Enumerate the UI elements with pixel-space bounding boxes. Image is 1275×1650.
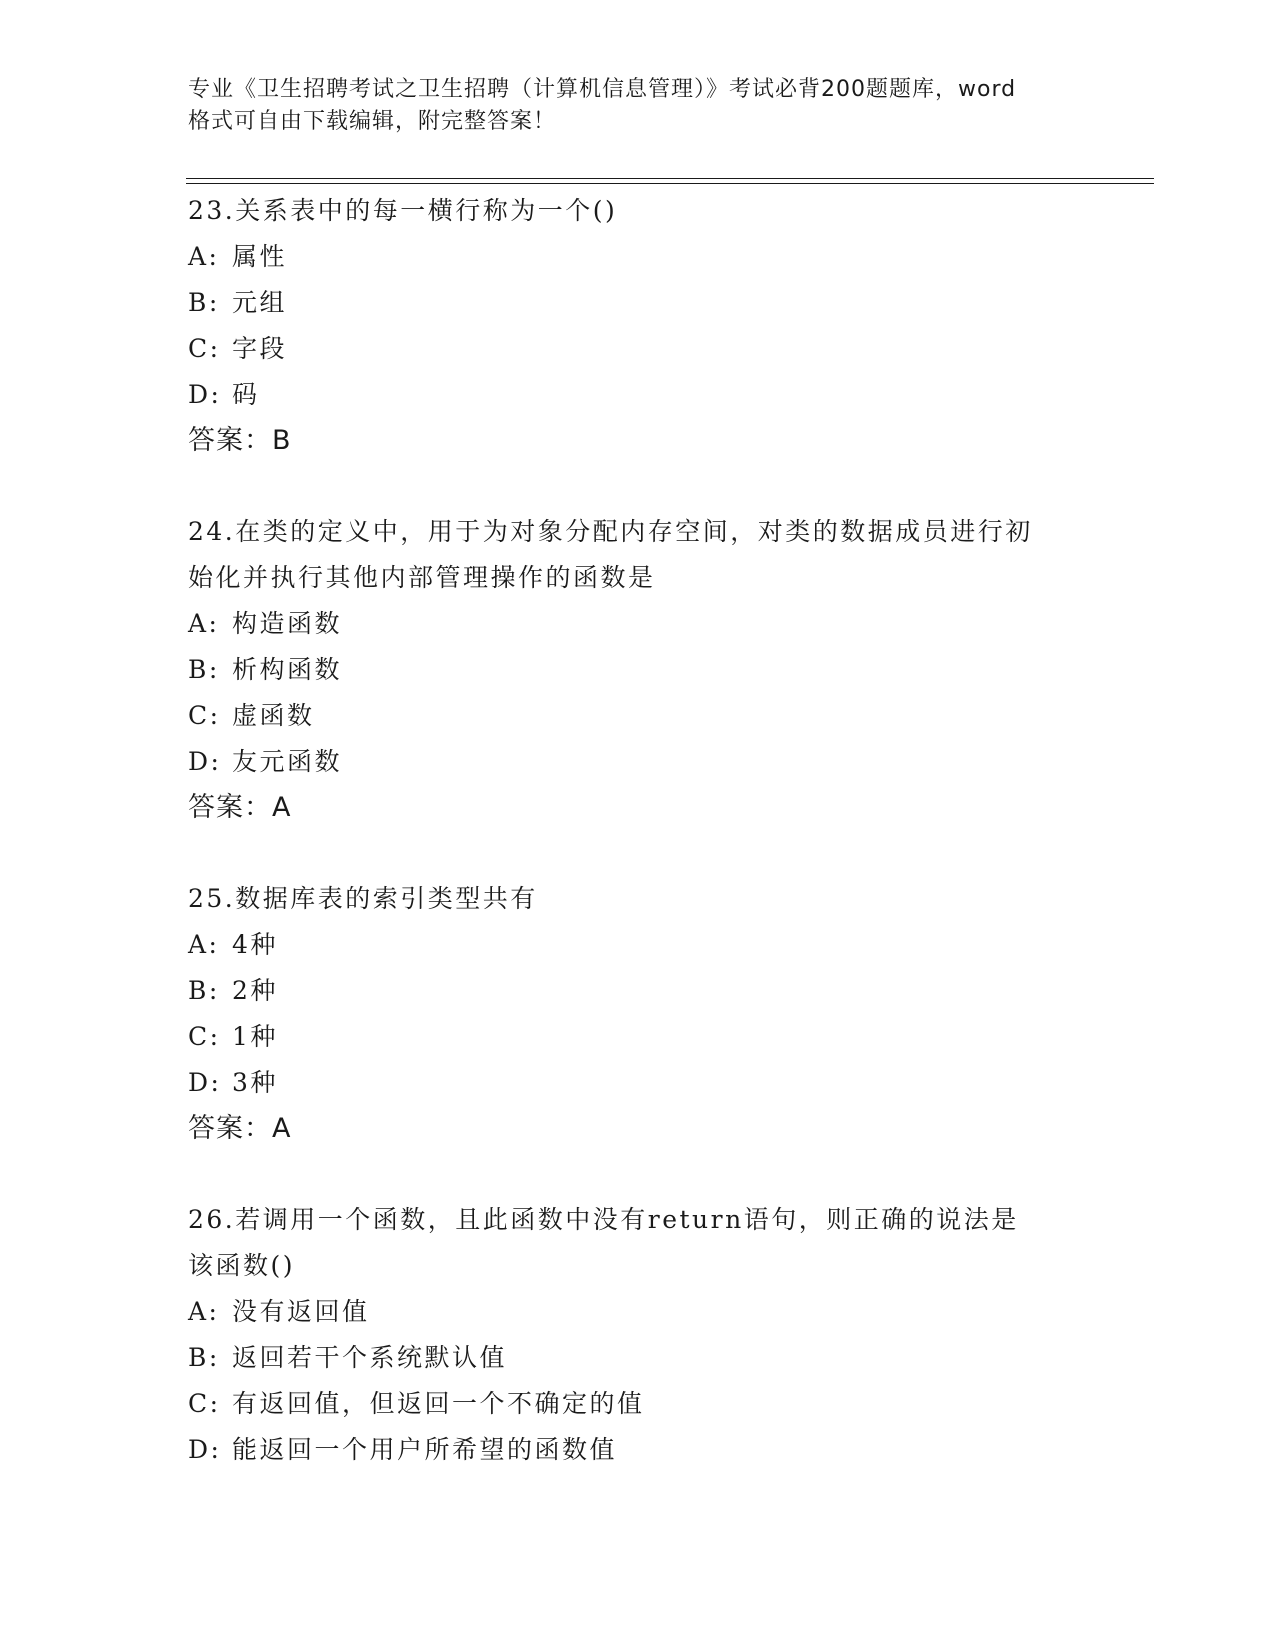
option-a <box>188 601 1088 647</box>
question-spacer <box>188 464 1088 509</box>
document-header <box>188 74 1088 138</box>
question-text-continued: 始化并执行其他内部管理操作的函数是 <box>188 563 656 592</box>
option-b <box>188 647 1088 693</box>
option-c <box>188 1381 1088 1427</box>
option-text: 没有返回值 <box>232 1297 370 1326</box>
option-c <box>188 326 1088 372</box>
option-letter: C: <box>188 1389 221 1418</box>
question-text-continued: 该函数() <box>188 1251 296 1280</box>
header-line-2: 格式可自由下载编辑，附完整答案！ <box>188 109 557 134</box>
option-b <box>188 280 1088 326</box>
option-text: 友元函数 <box>232 747 343 776</box>
answer-line: 答案：B <box>188 425 292 456</box>
question-text: 23.关系表中的每一横行称为一个() <box>188 196 618 225</box>
header-divider-bottom <box>186 183 1154 184</box>
option-letter: D: <box>188 1435 222 1464</box>
option-text: 2种 <box>232 976 278 1005</box>
option-text: 有返回值，但返回一个不确定的值 <box>232 1389 645 1418</box>
option-a <box>188 234 1088 280</box>
option-letter: C: <box>188 701 221 730</box>
option-d <box>188 372 1088 418</box>
option-letter: B: <box>188 655 220 684</box>
option-b <box>188 1335 1088 1381</box>
answer-line: 答案：A <box>188 792 292 823</box>
question-text: 25.数据库表的索引类型共有 <box>188 884 538 913</box>
option-letter: B: <box>188 976 220 1005</box>
question-spacer <box>188 831 1088 876</box>
option-text: 1种 <box>232 1022 278 1051</box>
option-text: 返回若干个系统默认值 <box>232 1343 508 1372</box>
option-text: 4种 <box>232 930 278 959</box>
option-letter: D: <box>188 747 222 776</box>
option-c <box>188 1014 1088 1060</box>
question-item <box>188 509 1088 831</box>
question-item <box>188 876 1088 1152</box>
header-divider-top <box>186 178 1154 179</box>
option-letter: C: <box>188 334 221 363</box>
option-letter: A: <box>188 930 220 959</box>
option-letter: D: <box>188 1068 222 1097</box>
option-text: 虚函数 <box>232 701 315 730</box>
option-text: 元组 <box>232 288 288 317</box>
option-text: 属性 <box>232 242 288 271</box>
question-text: 24.在类的定义中，用于为对象分配内存空间，对类的数据成员进行初 <box>188 517 1033 546</box>
option-c <box>188 693 1088 739</box>
header-line-1: 专业《卫生招聘考试之卫生招聘（计算机信息管理）》考试必背200题题库，word <box>188 77 1017 102</box>
option-text: 字段 <box>232 334 288 363</box>
option-d <box>188 1427 1088 1473</box>
option-text: 能返回一个用户所希望的函数值 <box>232 1435 618 1464</box>
option-a <box>188 922 1088 968</box>
option-d <box>188 1060 1088 1106</box>
option-letter: B: <box>188 1343 220 1372</box>
option-letter: A: <box>188 1297 220 1326</box>
option-letter: B: <box>188 288 220 317</box>
option-b <box>188 968 1088 1014</box>
option-letter: A: <box>188 242 220 271</box>
option-letter: A: <box>188 609 220 638</box>
option-letter: C: <box>188 1022 221 1051</box>
option-letter: D: <box>188 380 222 409</box>
option-text: 码 <box>232 380 260 409</box>
question-list <box>188 188 1088 1473</box>
option-text: 构造函数 <box>232 609 343 638</box>
option-text: 析构函数 <box>232 655 343 684</box>
answer-line: 答案：A <box>188 1113 292 1144</box>
option-a <box>188 1289 1088 1335</box>
option-d <box>188 739 1088 785</box>
question-item <box>188 188 1088 464</box>
question-spacer <box>188 1152 1088 1197</box>
question-item <box>188 1197 1088 1473</box>
option-text: 3种 <box>232 1068 278 1097</box>
question-text: 26.若调用一个函数，且此函数中没有return语句，则正确的说法是 <box>188 1205 1019 1234</box>
